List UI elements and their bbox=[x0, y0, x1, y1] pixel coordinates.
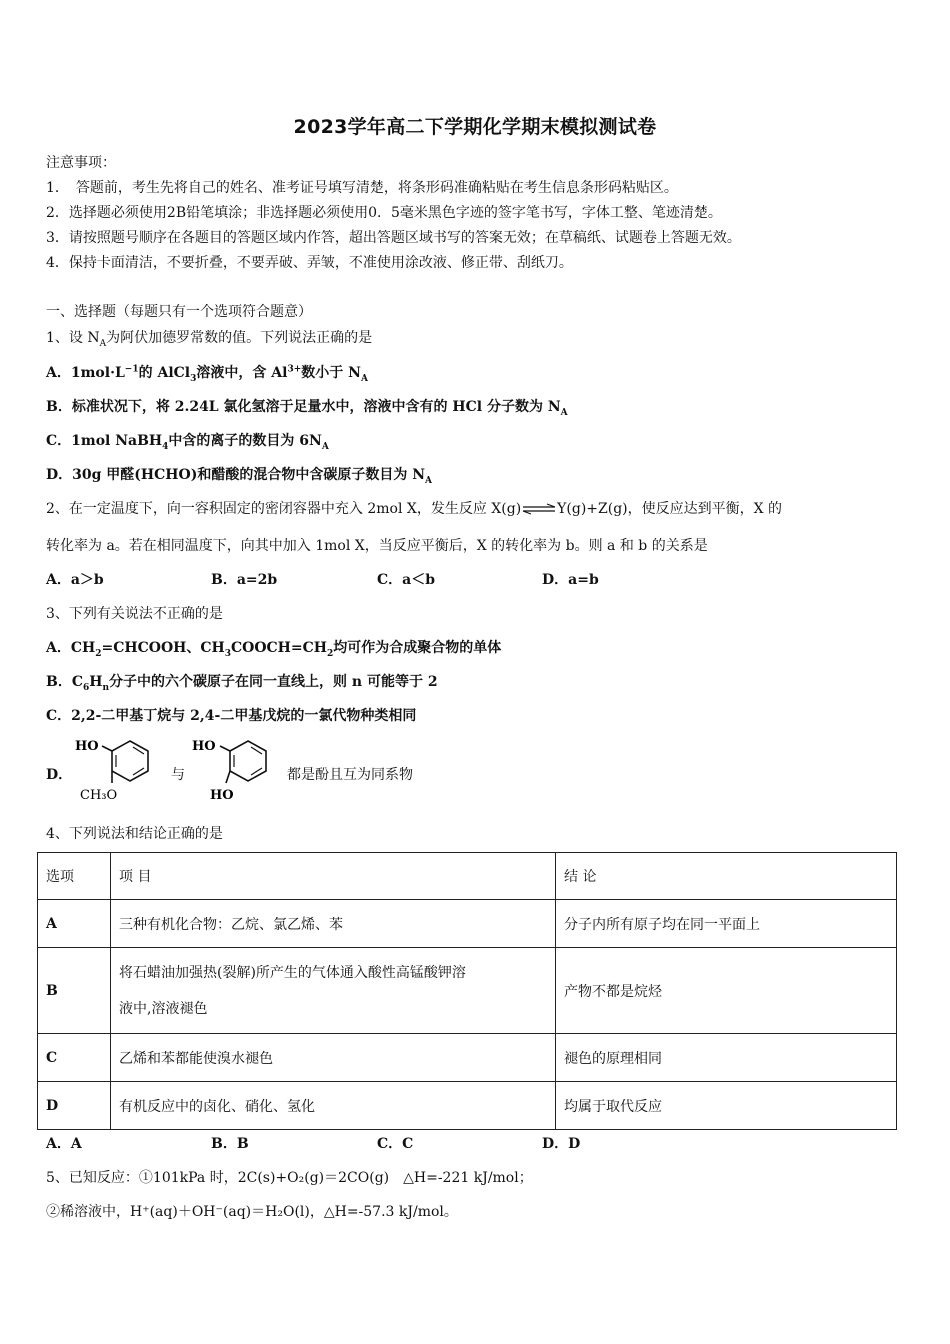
question-4-table bbox=[37, 852, 897, 1130]
table-cell-conclusion: 均属于取代反应 bbox=[556, 1082, 897, 1130]
table-cell-option: B bbox=[38, 948, 111, 1034]
guaiacol-structure bbox=[72, 733, 172, 805]
table-row bbox=[38, 900, 897, 948]
table-cell-item: 乙烯和苯都能使溴水褪色 bbox=[111, 1034, 556, 1082]
question-4-option: B．B bbox=[211, 1136, 249, 1152]
question-2-option: C．a＜b bbox=[377, 572, 436, 588]
question-3-option-b: B．$C_6H_n$分子中的六个碳原子在同一直线上，则 n 可能等于 2 bbox=[46, 674, 438, 693]
table-cell-conclusion: 产物不都是烷烃 bbox=[556, 948, 897, 1034]
question-3-option-a: A．$CH_2=CHCOOH$、$CH_3COOCH=CH_2$均可作为合成聚合物的单体 bbox=[46, 640, 502, 659]
question-4-option: D．D bbox=[542, 1136, 581, 1152]
table-cell-conclusion: 褪色的原理相同 bbox=[556, 1034, 897, 1082]
notice-item: 1． 答题前，考生先将自己的姓名、准考证号填写清楚，将条形码准确粘贴在考生信息条形码粘贴区。 bbox=[46, 180, 678, 196]
question-3-option-d-label: D． bbox=[46, 767, 73, 783]
question-5-line2: ②稀溶液中，H⁺(aq)＋OH⁻(aq)＝H₂O(l)，△H=-57.3 kJ/mol。 bbox=[46, 1204, 458, 1220]
table-cell-item bbox=[111, 948, 556, 1034]
question-5-line1: 5、已知反应：①101kPa 时，2C(s)+O₂(g)＝2CO(g) △H=-221 kJ/mol； bbox=[46, 1170, 533, 1186]
equilibrium-arrow-icon bbox=[521, 503, 557, 515]
table-cell-item: 三种有机化合物：乙烷、氯乙烯、苯 bbox=[111, 900, 556, 948]
table-cell-item: 有机反应中的卤化、硝化、氢化 bbox=[111, 1082, 556, 1130]
table-cell-option: C bbox=[38, 1034, 111, 1082]
question-4-option: A．A bbox=[46, 1136, 82, 1152]
table-row bbox=[38, 948, 897, 1034]
question-1-stem: 1、设 $N_A$为阿伏加德罗常数的值。下列说法正确的是 bbox=[46, 330, 373, 349]
table-cell-option: D bbox=[38, 1082, 111, 1130]
question-3-option-c: C．2,2-二甲基丁烷与 2,4-二甲基戊烷的一氯代物种类相同 bbox=[46, 708, 417, 724]
question-2-stem-line1: 2、在一定温度下，向一容积固定的密闭容器中充入 2mol X，发生反应 X(g) Y(g)+Z(g)，使反应达到平衡，X 的 bbox=[46, 501, 783, 517]
question-1-option-b: B．标准状况下，将 2.24L 氯化氢溶于足量水中，溶液中含有的 HCl 分子数为 $N_A$ bbox=[46, 399, 568, 418]
question-2-stem-line2: 转化率为 a。若在相同温度下，向其中加入 1mol X，当反应平衡后，X 的转化率为 b。则 a 和 b 的关系是 bbox=[46, 538, 708, 554]
table-row bbox=[38, 1082, 897, 1130]
hydroxyl-label: HO bbox=[75, 739, 99, 754]
question-4-stem: 4、下列说法和结论正确的是 bbox=[46, 826, 223, 842]
table-header-cell: 选项 bbox=[38, 853, 111, 900]
question-4-option: C．C bbox=[377, 1136, 414, 1152]
table-header-row bbox=[38, 853, 897, 900]
notice-item: 2．选择题必须使用2B铅笔填涂；非选择题必须使用0．5毫米黑色字迹的签字笔书写，字体工整、笔迹清楚。 bbox=[46, 205, 722, 221]
section-heading: 一、选择题（每题只有一个选项符合题意） bbox=[46, 304, 312, 320]
question-3-stem: 3、下列有关说法不正确的是 bbox=[46, 606, 223, 622]
table-header-cell: 项 目 bbox=[111, 853, 556, 900]
table-cell-item-line: 将石蜡油加强热(裂解)所产生的气体通入酸性高锰酸钾溶 bbox=[119, 964, 466, 981]
table-cell-item-line: 液中,溶液褪色 bbox=[119, 1000, 208, 1017]
question-1-option-a: A．$1mol\cdot L^{-1}$的 AlCl$_3$溶液中，含 $Al^{3+}$数小于 $N_A$ bbox=[46, 364, 368, 384]
question-3-option-d-tail: 都是酚且互为同系物 bbox=[287, 767, 413, 783]
question-1-option-c: C．1mol NaBH$_4$中含的离子的数目为 $6N_A$ bbox=[46, 433, 329, 452]
table-header-cell: 结 论 bbox=[556, 853, 897, 900]
question-2-option: D．a=b bbox=[542, 572, 599, 588]
notice-item: 4．保持卡面清洁，不要折叠，不要弄破、弄皱，不准使用涂改液、修正带、刮纸刀。 bbox=[46, 255, 573, 271]
question-3-option-d-mid: 与 bbox=[171, 767, 185, 783]
table-cell-conclusion: 分子内所有原子均在同一平面上 bbox=[556, 900, 897, 948]
table-row bbox=[38, 1034, 897, 1082]
table-cell-option: A bbox=[38, 900, 111, 948]
notice-item: 3．请按照题号顺序在各题目的答题区域内作答，超出答题区域书写的答案无效；在草稿纸、试题卷上答题无效。 bbox=[46, 230, 741, 246]
catechol-structure bbox=[190, 733, 290, 805]
page-title: 2023学年高二下学期化学期末模拟测试卷 bbox=[293, 116, 657, 138]
question-2-option: B．a=2b bbox=[211, 572, 278, 588]
hydroxyl-label: HO bbox=[210, 788, 234, 803]
notice-heading: 注意事项： bbox=[46, 155, 116, 171]
question-1-option-d: D．30g 甲醛(HCHO)和醋酸的混合物中含碳原子数目为 $N_A$ bbox=[46, 467, 432, 486]
hydroxyl-label: HO bbox=[192, 739, 216, 754]
methoxy-label: CH₃O bbox=[80, 788, 118, 803]
question-2-option: A．a＞b bbox=[46, 572, 104, 588]
